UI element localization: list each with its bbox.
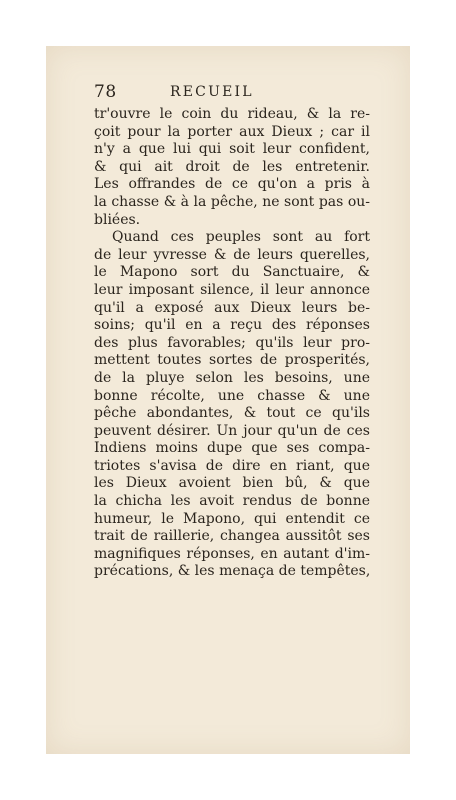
text-line: la chasse & à la pêche, ne sont pas ou-	[94, 193, 370, 210]
text-line: les Dieux avoient bien bû, & que	[94, 475, 370, 492]
text-line: des plus favorables; qu'ils leur pro-	[94, 334, 370, 351]
text-line: peuvent désirer. Un jour qu'un de ces	[94, 422, 370, 439]
text-line: soins; qu'il en a reçu des réponses	[94, 317, 370, 334]
text-line: leur imposant silence, il leur annonce	[94, 281, 370, 298]
text-line: de la pluye selon les besoins, une	[94, 369, 370, 386]
text-line: qu'il a exposé aux Dieux leurs be-	[94, 299, 370, 316]
text-line: triotes s'avisa de dire en riant, que	[94, 457, 370, 474]
running-head: RECUEIL	[170, 84, 254, 100]
text-line: Indiens moins dupe que ses compa-	[94, 440, 370, 457]
text-line: Quand ces peuples sont au fort	[112, 229, 370, 246]
page-number: 78	[94, 82, 117, 102]
text-line: bliées.	[94, 211, 141, 228]
text-line: magnifiques réponses, en autant d'im-	[94, 545, 370, 562]
text-line: tr'ouvre le coin du rideau, & la re-	[94, 106, 370, 122]
text-line: de leur yvresse & de leurs querelles,	[94, 246, 370, 263]
text-line: Les offrandes de ce qu'on a pris à	[94, 176, 370, 193]
text-line: la chicha les avoit rendus de bonne	[94, 493, 370, 510]
text-line: çoit pour la porter aux Dieux ; car il	[94, 123, 370, 140]
text-line: & qui ait droit de les entretenir.	[94, 158, 370, 175]
body-text	[94, 106, 370, 581]
text-line: le Mapono sort du Sanctuaire, &	[94, 264, 370, 281]
text-line: bonne récolte, une chasse & une	[94, 387, 370, 404]
text-line: n'y a que lui qui soit leur confident,	[94, 141, 370, 158]
page-header	[94, 82, 368, 104]
text-line: trait de raillerie, changea aussitôt ses	[94, 528, 370, 545]
text-line: humeur, le Mapono, qui entendit ce	[94, 510, 370, 527]
text-line: pêche abondantes, & tout ce qu'ils	[94, 405, 370, 422]
book-page	[46, 46, 410, 754]
text-line: mettent toutes sortes de prosperités,	[94, 352, 370, 369]
text-line: précations, & les menaça de tempêtes,	[94, 563, 371, 580]
